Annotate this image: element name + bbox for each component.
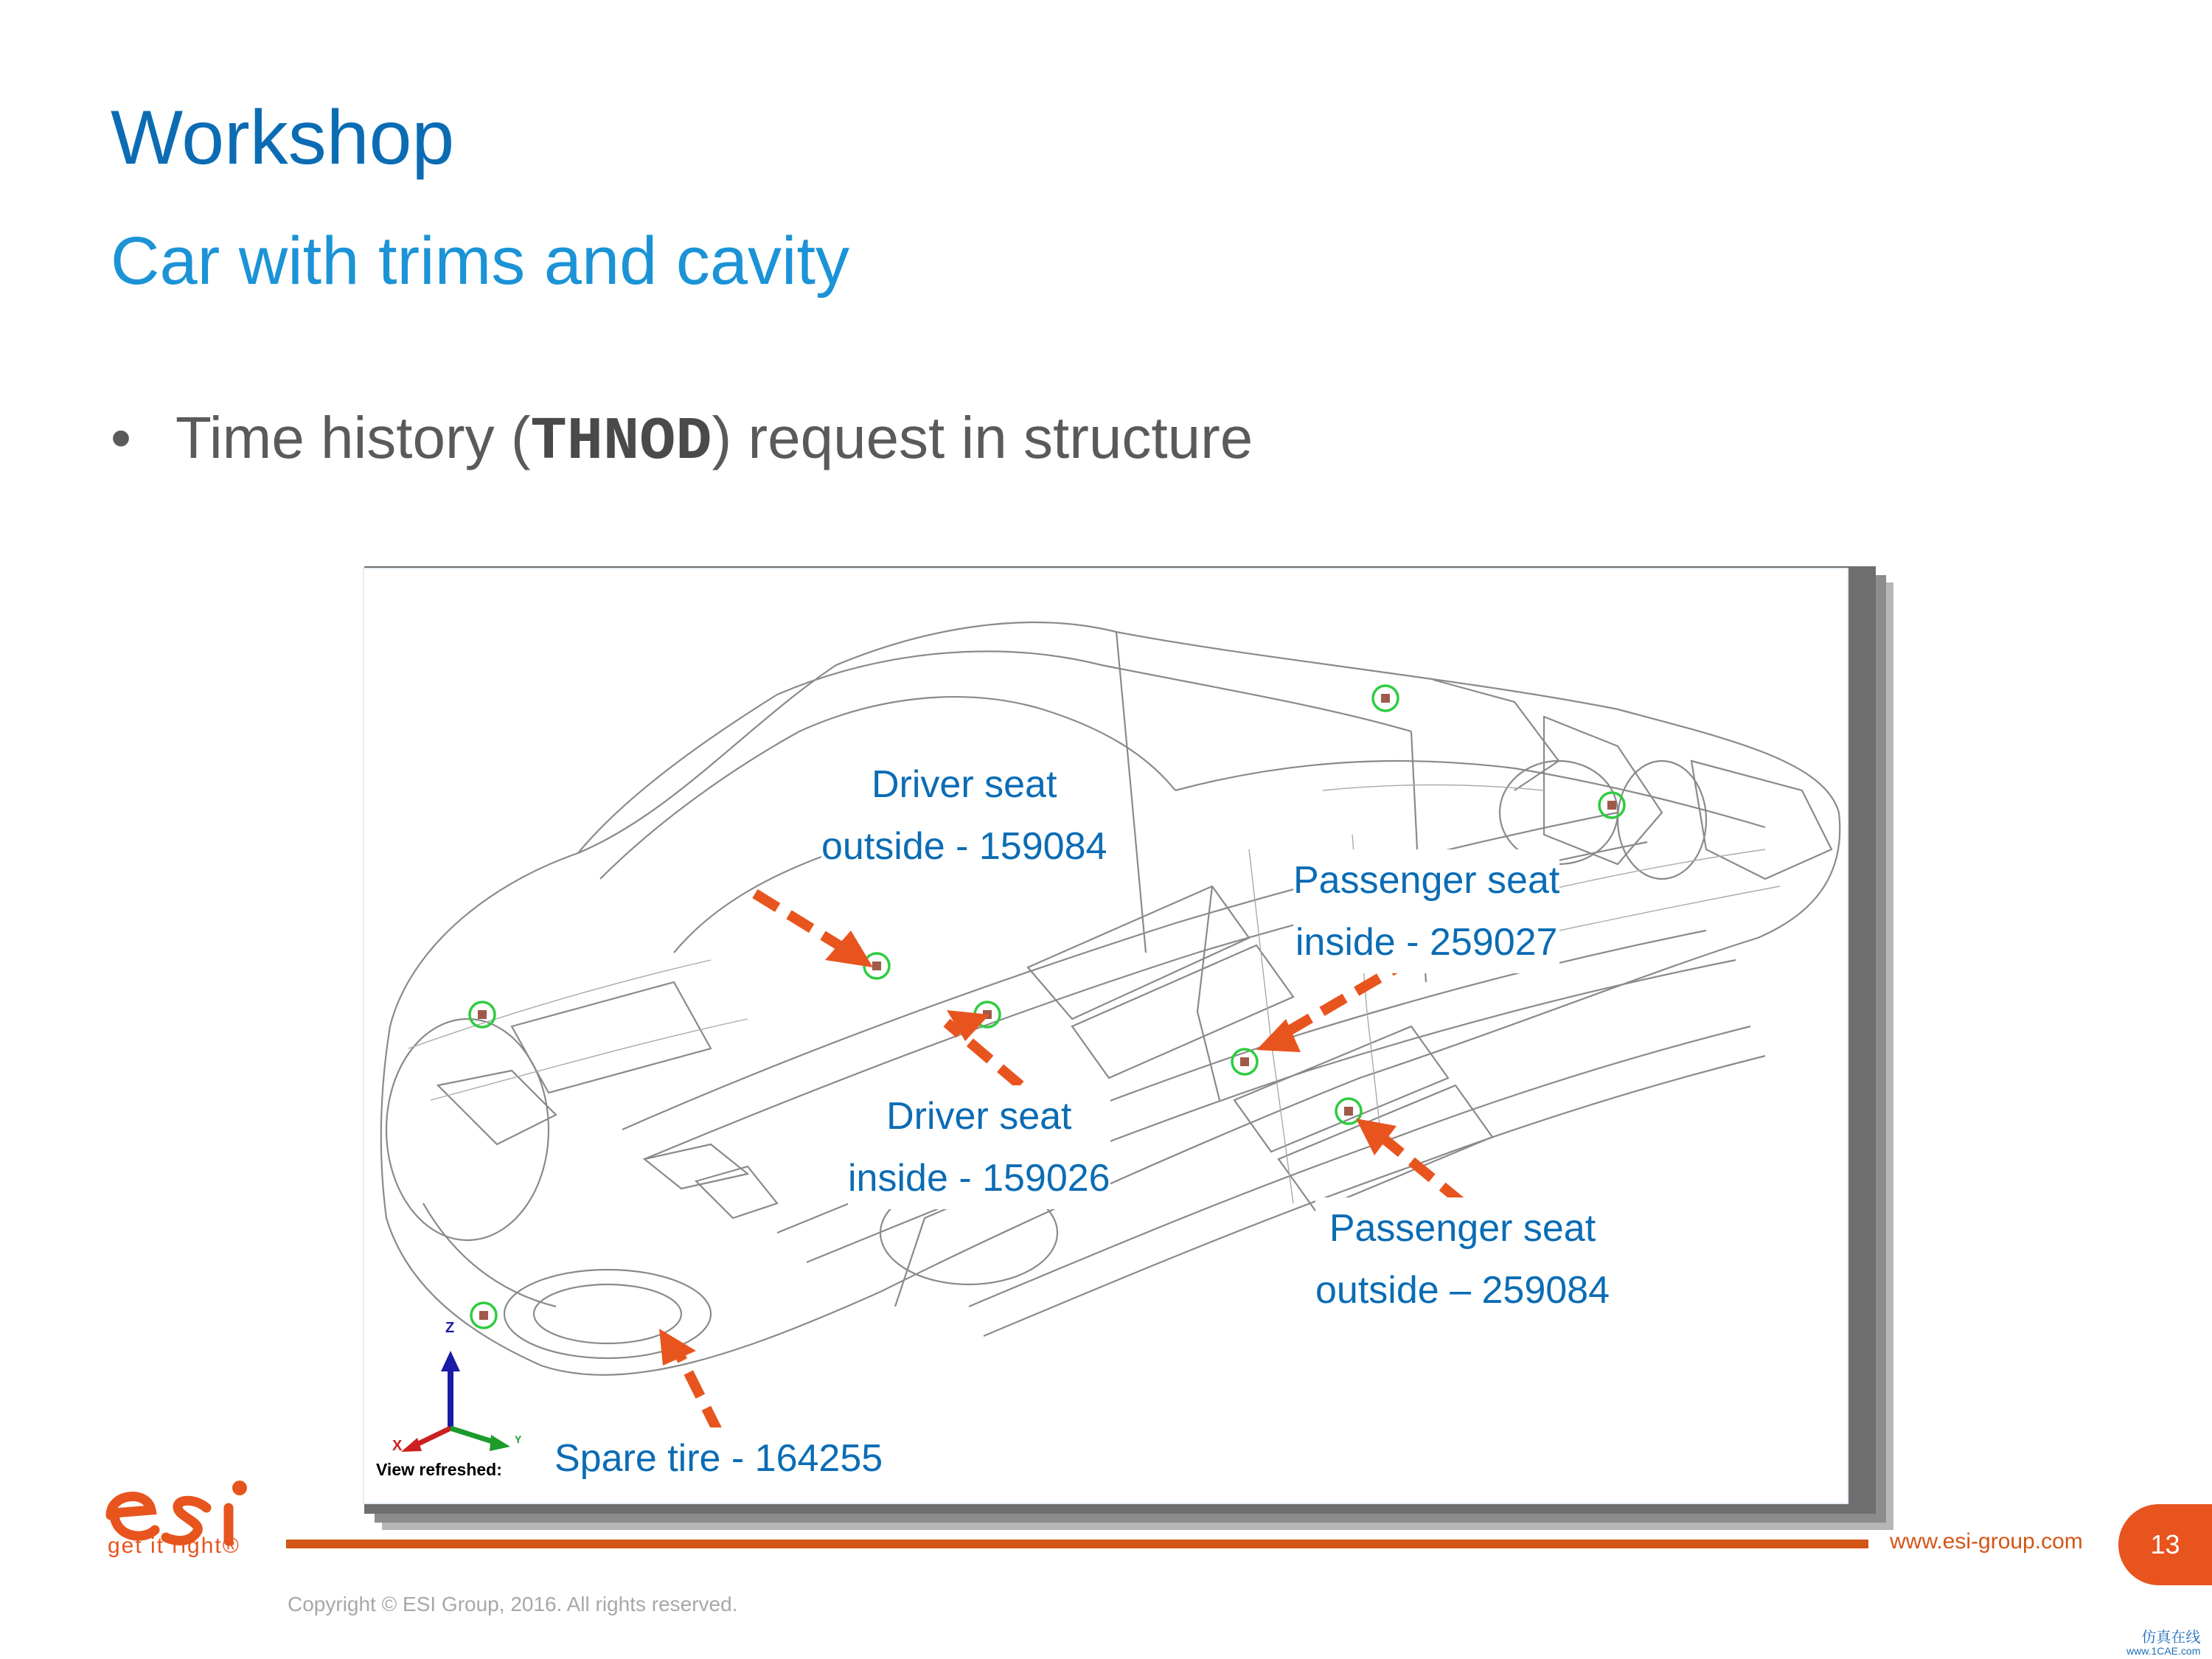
callout-line: inside - 159026 xyxy=(848,1157,1110,1200)
axis-z-label: Z xyxy=(445,1320,455,1336)
slide-title: Workshop xyxy=(111,95,455,181)
callout-line: Driver seat xyxy=(886,1095,1072,1138)
footer-url-link[interactable]: www.esi-group.com xyxy=(1890,1529,2083,1554)
callout-driver-seat-inside xyxy=(848,1085,1110,1209)
callout-passenger-seat-outside xyxy=(1315,1197,1610,1321)
callout-line: Passenger seat xyxy=(1329,1207,1596,1250)
bullet-item xyxy=(111,404,1253,476)
copyright-notice: Copyright © ESI Group, 2016. All rights reserved. xyxy=(288,1593,738,1615)
model-viewport xyxy=(363,568,1848,1504)
watermark-line: 仿真在线 xyxy=(2141,1630,2201,1646)
bullet-text-after: ) request in structure xyxy=(712,405,1253,470)
callout-line: outside - 159084 xyxy=(821,825,1107,868)
callout-line: inside - 259027 xyxy=(1295,921,1558,964)
footer-bar xyxy=(286,1540,1868,1548)
view-refreshed-label: View refreshed: xyxy=(376,1460,502,1479)
callout-line: Passenger seat xyxy=(1293,859,1560,902)
callout-passenger-seat-inside xyxy=(1293,849,1559,973)
bullet-text-before: Time history ( xyxy=(175,405,531,470)
callout-line: outside – 259084 xyxy=(1315,1269,1610,1312)
axis-y-label: Y xyxy=(515,1433,522,1445)
coordinate-triad xyxy=(401,1351,510,1452)
tagline: get it right® xyxy=(108,1534,240,1558)
callout-line: Driver seat xyxy=(872,763,1057,806)
page-number: 13 xyxy=(2118,1504,2212,1585)
watermark xyxy=(2126,1631,2200,1658)
callout-spare-tire: Spare tire - 164255 xyxy=(554,1427,883,1489)
bullet-code: THNOD xyxy=(530,408,712,476)
callout-driver-seat-outside xyxy=(821,754,1107,877)
slide-subtitle: Car with trims and cavity xyxy=(111,223,850,299)
car-wireframe xyxy=(364,569,1850,1506)
bullet-marker: • xyxy=(111,405,132,470)
axis-x-label: X xyxy=(392,1438,403,1454)
watermark-line: www.1CAE.com xyxy=(2126,1645,2201,1657)
car-model-figure xyxy=(347,553,1902,1534)
